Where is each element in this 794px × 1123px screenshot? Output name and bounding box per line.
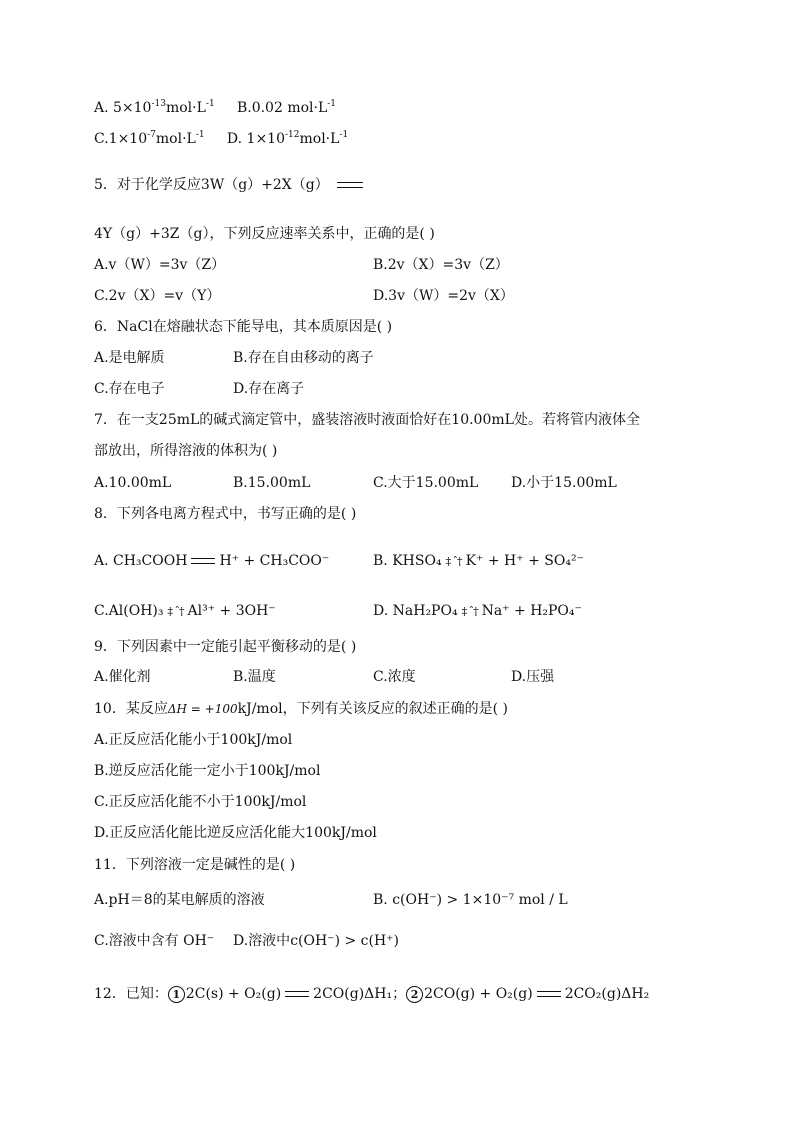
q6-option-a[interactable]: A.是电解质 [94,350,165,366]
q9-option-b[interactable]: B.温度 [233,669,276,685]
q4-row-cd [94,130,348,148]
q5-stem-line2: 4Y（g）+3Z（g），下列反应速率关系中，正确的是( ) [94,226,435,242]
q10-option-a[interactable]: A.正反应活化能小于100kJ/mol [94,732,293,748]
q4-option-c[interactable]: $C.1\times 10^{-7}mol\cdot L^{-1}$ [94,130,205,147]
equals-arrow-icon [337,182,363,188]
q11-option-b[interactable]: B. c(OH⁻) > 1×10⁻⁷ mol / L [373,892,568,908]
circled-number-two: 2 [406,986,423,1003]
q4-option-a[interactable]: A. $5\times 10^{-13}mol\cdot L^{-1}$ [94,99,215,116]
q5-option-d[interactable]: D.3v（W）=2v（X） [373,288,514,304]
equals-arrow-icon [191,558,215,564]
q7-option-d[interactable]: D.小于15.00mL [511,475,617,491]
q9-option-d[interactable]: D.压强 [511,669,555,685]
q10-stem: 10．某反应ΔH = +100kJ/mol，下列有关该反应的叙述正确的是( ) [94,701,508,717]
q10-option-b[interactable]: B.逆反应活化能一定小于100kJ/mol [94,763,321,779]
q8-option-b[interactable]: B. KHSO₄ ‡ ˆ† K⁺ + H⁺ + SO₄²⁻ [373,553,584,569]
q10-option-c[interactable]: C.正反应活化能不小于100kJ/mol [94,794,307,810]
q8-stem: 8．下列各电离方程式中，书写正确的是( ) [94,506,357,522]
q8-option-d[interactable]: D. NaH₂PO₄ ‡ ˆ† Na⁺ + H₂PO₄⁻ [373,603,582,619]
q11-option-c[interactable]: C.溶液中含有 OH⁻ [94,933,215,949]
q8-option-a[interactable]: A. CH₃COOH H⁺ + CH₃COO⁻ [94,553,330,569]
reversible-arrow-icon: ‡ ˆ† [445,555,462,568]
q6-option-d[interactable]: D.存在离子 [233,381,305,397]
reversible-arrow-icon: ‡ ˆ† [461,605,478,618]
q6-stem: 6．NaCl在熔融状态下能导电，其本质原因是( ) [94,319,393,335]
q12-stem: 12．已知： 1 2C(s) + O₂(g) 2CO(g)ΔH₁； 2 2CO(g) + O₂(g) 2CO₂(g)ΔH₂ [94,986,650,1002]
q4-row-ab [94,99,336,117]
q9-option-c[interactable]: C.浓度 [373,669,416,685]
q7-option-b[interactable]: B.15.00mL [233,475,311,491]
circled-number-one: 1 [168,986,185,1003]
q5-stem-line1: 5．对于化学反应3W（g）+2X（g） [94,176,367,194]
q7-option-c[interactable]: C.大于15.00mL [373,475,479,491]
q11-stem: 11．下列溶液一定是碱性的是( ) [94,857,296,873]
equals-arrow-icon [285,991,309,997]
q11-option-a[interactable]: A.pH＝8的某电解质的溶液 [94,892,265,908]
q10-option-d[interactable]: D.正反应活化能比逆反应活化能大100kJ/mol [94,825,377,841]
q4-option-d[interactable]: D. $1\times 10^{-12}mol\cdot L^{-1}$ [226,130,349,147]
q7-stem-line1: 7．在一支25mL的碱式滴定管中，盛装溶液时液面恰好在10.00mL处。若将管内液体全 [94,412,640,428]
equals-arrow-icon [537,991,561,997]
q6-option-b[interactable]: B.存在自由移动的离子 [233,350,374,366]
q7-stem-line2: 部放出，所得溶液的体积为( ) [94,443,278,459]
q8-option-c[interactable]: C.Al(OH)₃ ‡ ˆ† Al³⁺ + 3OH⁻ [94,603,276,619]
q9-option-a[interactable]: A.催化剂 [94,669,151,685]
q5-option-a[interactable]: A.v（W）=3v（Z） [94,257,226,273]
q6-option-c[interactable]: C.存在电子 [94,381,165,397]
q4-option-b[interactable]: B.0.02 $mol\cdot L^{-1}$ [236,99,337,116]
q11-option-d[interactable]: D.溶液中c(OH⁻) > c(H⁺) [233,933,400,949]
q7-option-a[interactable]: A.10.00mL [94,475,172,491]
q5-option-c[interactable]: C.2v（X）=v（Y） [94,288,221,304]
reversible-arrow-icon: ‡ ˆ† [167,605,184,618]
q5-option-b[interactable]: B.2v（X）=3v（Z） [373,257,509,273]
q9-stem: 9．下列因素中一定能引起平衡移动的是( ) [94,639,357,655]
